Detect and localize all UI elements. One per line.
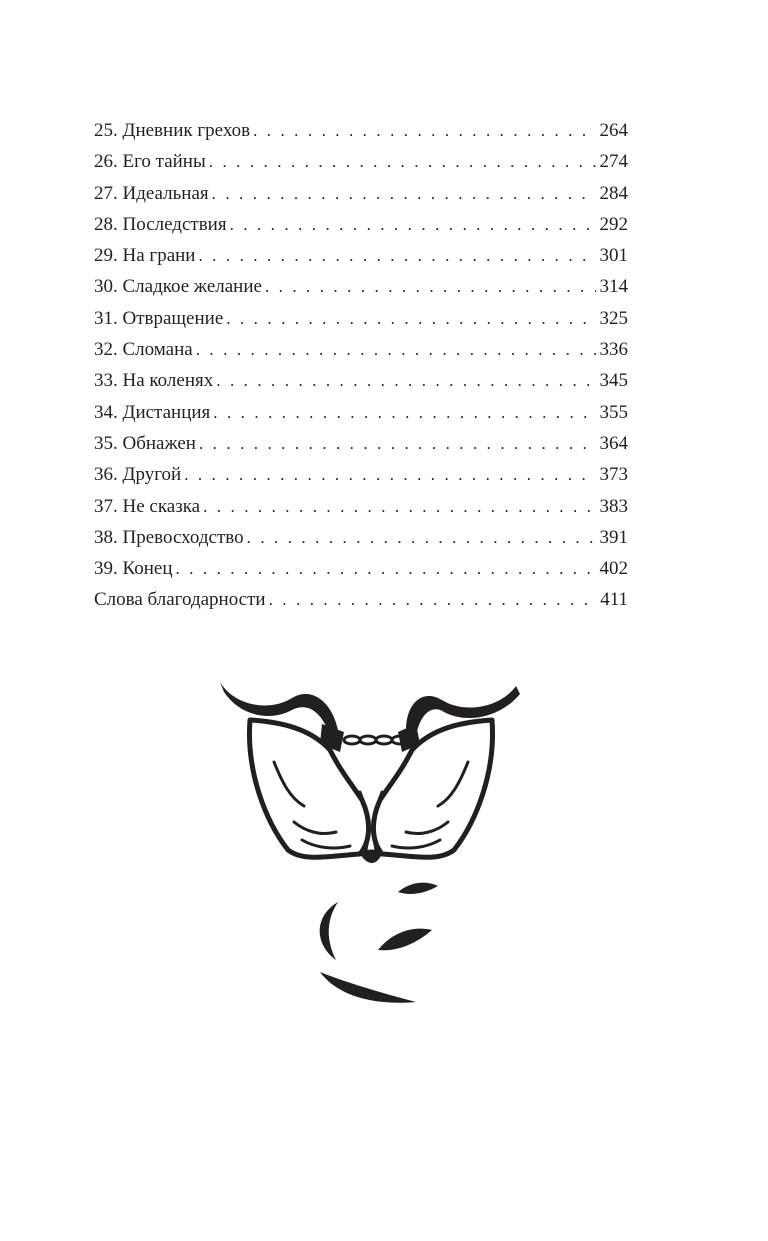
toc-entry-page: 411 bbox=[600, 589, 628, 611]
toc-dot-leader bbox=[226, 303, 595, 334]
toc-entry-title: 36. Другой bbox=[94, 464, 182, 486]
toc-entry-page: 355 bbox=[599, 401, 628, 423]
toc-dot-leader bbox=[209, 146, 596, 177]
toc-entry[interactable] bbox=[94, 553, 628, 584]
toc-dot-leader bbox=[184, 459, 595, 490]
toc-entry-title: 26. Его тайны bbox=[94, 151, 206, 173]
toc-dot-leader bbox=[230, 209, 596, 240]
toc-entry[interactable] bbox=[94, 178, 628, 209]
toc-entry-page: 264 bbox=[599, 120, 628, 141]
toc-entry[interactable] bbox=[94, 397, 628, 428]
toc-dot-leader bbox=[269, 584, 597, 615]
illustration-svg bbox=[210, 672, 530, 1022]
feather-icon bbox=[398, 883, 438, 894]
toc-entry-page: 373 bbox=[599, 464, 628, 486]
toc-entry-page: 284 bbox=[599, 182, 628, 204]
toc-entry-title: 30. Сладкое желание bbox=[94, 276, 262, 298]
toc-entry-title: 31. Отвращение bbox=[94, 307, 224, 329]
toc-entry-title: 39. Конец bbox=[94, 558, 173, 580]
toc-entry-title: 33. На коленях bbox=[94, 370, 214, 392]
toc-dot-leader bbox=[203, 491, 595, 522]
toc-entry-title: 27. Идеальная bbox=[94, 182, 209, 204]
toc-entry-page: 336 bbox=[599, 339, 628, 361]
toc-entry[interactable] bbox=[94, 459, 628, 490]
toc-entry-title: 32. Сломана bbox=[94, 339, 193, 361]
toc-entry-page: 292 bbox=[599, 213, 628, 235]
toc-entry[interactable] bbox=[94, 240, 628, 271]
toc-entry[interactable] bbox=[94, 271, 628, 302]
feather-icon bbox=[378, 929, 432, 951]
toc-dot-leader bbox=[196, 334, 596, 365]
toc-dot-leader bbox=[176, 553, 596, 584]
toc-entry-title: Слова благодарности bbox=[94, 589, 266, 611]
toc-dot-leader bbox=[212, 178, 596, 209]
toc-dot-leader bbox=[213, 397, 595, 428]
toc-entry-title: 34. Дистанция bbox=[94, 401, 211, 423]
handcuff-chain bbox=[344, 736, 408, 744]
feather-icon bbox=[320, 902, 338, 960]
toc-entry[interactable] bbox=[94, 365, 628, 396]
toc-entry[interactable] bbox=[94, 303, 628, 334]
toc-dot-leader bbox=[198, 240, 595, 271]
toc-entry[interactable] bbox=[94, 428, 628, 459]
toc-entry[interactable] bbox=[94, 146, 628, 177]
toc-entry[interactable] bbox=[94, 334, 628, 365]
toc-entry-page: 314 bbox=[599, 276, 628, 298]
toc-entry-page: 345 bbox=[599, 370, 628, 392]
toc-dot-leader bbox=[216, 365, 595, 396]
toc-dot-leader bbox=[199, 428, 596, 459]
feather-icon bbox=[320, 972, 416, 1003]
toc-entry-page: 364 bbox=[599, 432, 628, 454]
toc-dot-leader bbox=[247, 522, 596, 553]
toc-entry-title: 28. Последствия bbox=[94, 213, 227, 235]
toc-entry-title: 25. Дневник грехов bbox=[94, 120, 251, 141]
toc-entry-page: 402 bbox=[599, 558, 628, 580]
toc-entry-page: 274 bbox=[599, 151, 628, 173]
toc-entry[interactable] bbox=[94, 491, 628, 522]
left-hand bbox=[249, 720, 368, 857]
toc-entry-page: 391 bbox=[599, 526, 628, 548]
toc-entry-page: 325 bbox=[599, 307, 628, 329]
toc-entry[interactable] bbox=[94, 115, 628, 146]
toc-entry[interactable] bbox=[94, 522, 628, 553]
table-of-contents bbox=[94, 115, 628, 616]
toc-entry-title: 35. Обнажен bbox=[94, 432, 196, 454]
toc-entry[interactable] bbox=[94, 209, 628, 240]
handcuffed-hands-with-feathers-icon bbox=[210, 672, 530, 1022]
toc-entry-page: 301 bbox=[599, 245, 628, 267]
toc-entry[interactable] bbox=[94, 584, 628, 615]
toc-dot-leader bbox=[253, 115, 595, 146]
toc-entry-title: 29. На грани bbox=[94, 245, 196, 267]
toc-entry-page: 383 bbox=[599, 495, 628, 517]
toc-entry-title: 38. Превосходство bbox=[94, 526, 244, 548]
toc-entry-title: 37. Не сказка bbox=[94, 495, 201, 517]
toc-dot-leader bbox=[265, 271, 596, 302]
